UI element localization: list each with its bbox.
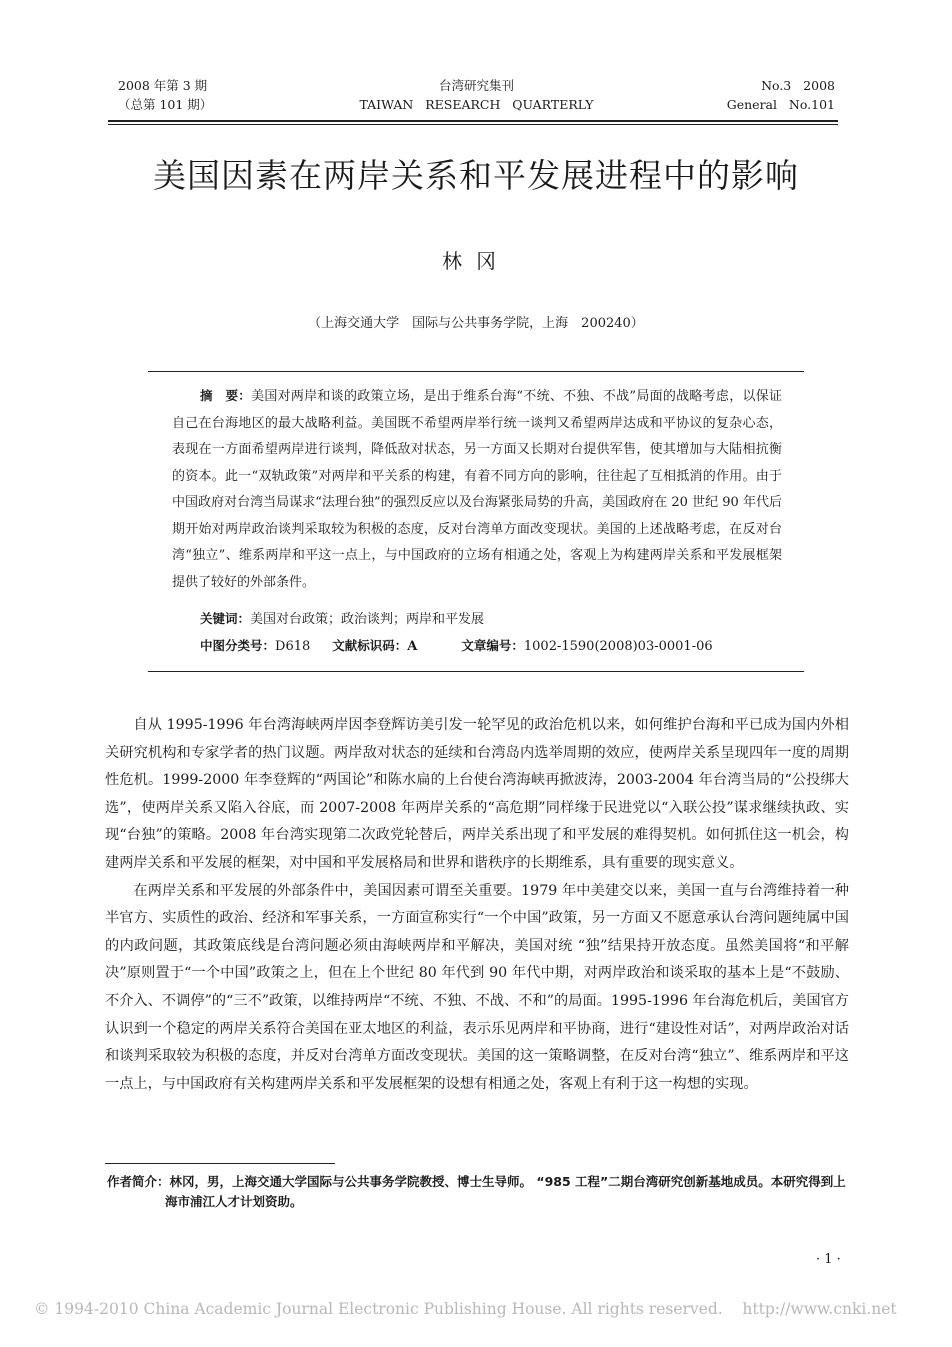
abstract-text: 美国对两岸和谈的政策立场，是出于维系台海“不统、不独、不战”局面的战略考虑，以保证自己在台海地区的最大战略利益。美国既不希望两岸举行统一谈判又希望两岸达成和平协议的复杂心态，表现在一方面希望两岸进行谈判，降低敌对状态，另一方面又长期对台提供军售，使其增加与大陆相抗衡的资本。此一“双轨政策”对两岸和平关系的构建，有着不同方向的影响，往往起了互相抵消的作用。由于中国政府对台湾当局谋求“法理台独”的强烈反应以及台海紧张局势的升高，美国政府在 20 世纪 90 年代后期开始对两岸政治谈判采取较为积极的态度，反对台湾单方面改变现状。美国的上述战略考虑，在反对台湾“独立”、维系两岸和平这一点上，与中国政府的立场有相通之处，客观上为构建两岸关系和平发展框架提供了较好的外部条件。 <box>172 389 782 590</box>
keywords-label: 关键词： <box>200 611 251 626</box>
issue-number-en: No.3 2008 <box>761 78 835 93</box>
journal-header <box>118 76 835 120</box>
journal-name-cn: 台湾研究集刊 <box>438 78 514 93</box>
article-author: 林冈 <box>442 249 510 273</box>
journal-name-en: TAIWAN RESEARCH QUARTERLY <box>359 97 594 112</box>
header-rule-thin <box>108 124 838 125</box>
keywords-text: 美国对台政策；政治谈判；两岸和平发展 <box>250 612 485 627</box>
copyright-watermark: © 1994-2010 China Academic Journal Electronic Publishing House. All rights reserved. http://www.cnki.net <box>34 1300 897 1318</box>
article-title: 美国因素在两岸关系和平发展进程中的影响 <box>153 156 799 195</box>
footnote-text: 作者简介：林冈，男，上海交通大学国际与公共事务学院教授、博士生导师。 “985 工程”二期台湾研究创新基地成员。本研究得到上海市浦江人才计划资助。 <box>107 1174 846 1209</box>
abstract <box>172 383 782 596</box>
author-affiliation: （上海交通大学 国际与公共事务学院，上海 200240） <box>308 316 644 331</box>
article-body <box>105 712 849 1098</box>
issue-info-en <box>727 76 835 114</box>
keywords <box>200 606 484 633</box>
author-footnote <box>107 1172 849 1212</box>
abstract-bottom-rule <box>148 671 804 672</box>
doc-code-label: 文献标识码： <box>332 638 408 653</box>
abstract-top-rule <box>148 371 804 372</box>
issue-general-en: General No.101 <box>726 97 835 112</box>
issue-year: 2008 年第 3 期 <box>118 78 208 93</box>
clc-value: D618 <box>275 639 311 654</box>
body-paragraph: 在两岸关系和平发展的外部条件中，美国因素可谓至关重要。1979 年中美建交以来，美国一直与台湾维持着一种半官方、实质性的政治、经济和军事关系，一方面宣称实行“一个中国”政策，另一方面又不愿意承认台湾问题纯属中国的内政问题，其政策底线是台湾问题必须由海峡两岸和平解决，美国对统 “独”结果持开放态度。虽然美国将“和平解决”原则置于“一个中国”政策之上，但在上个世纪 80 年代到 90 年代中期，对两岸政治和谈采取的基本上是“不鼓励、不介入、不调停”的“三不”政策，以维持两岸“不统、不独、不战、不和”的局面。1995-1996 年台海危机后，美国官方认识到一个稳定的两岸关系符合美国在亚太地区的利益，表示乐见两岸和平协商，进行“建设性对话”，对两岸政治对话和谈判采取较为积极的态度，并反对台湾单方面改变现状。美国的这一策略调整，在反对台湾“独立”、维系两岸和平这一点上，与中国政府有关构建两岸关系和平发展框架的设想有相通之处，客观上有利于这一构想的实现。 <box>105 882 849 1092</box>
page-number: · 1 · <box>816 1252 841 1267</box>
article-id-label: 文章编号： <box>461 638 524 653</box>
body-paragraph: 自从 1995-1996 年台湾海峡两岸因李登辉访美引发一轮罕见的政治危机以来，如何维护台海和平已成为国内外相关研究机构和专家学者的热门议题。两岸敌对状态的延续和台湾岛内选举周期的效应，使两岸关系呈现四年一度的周期性危机。1999-2000 年李登辉的“两国论”和陈水扁的上台使台湾海峡再掀波涛，2003-2004 年台湾当局的“公投绑大选”，使两岸关系又陷入谷底，而 2007-2008 年两岸关系的“高危期”同样缘于民进党以“入联公投”谋求继续执政、实现“台独”的策略。2008 年台湾实现第二次政党轮替后，两岸关系出现了和平发展的难得契机。如何抓住这一机会，构建两岸关系和平发展的框架，对中国和平发展格局和世界和谐秩序的长期维系，具有重要的现实意义。 <box>105 717 849 871</box>
abstract-label: 摘 要： <box>200 388 252 403</box>
header-rule <box>108 120 838 122</box>
doc-code-value: A <box>407 639 418 654</box>
classification <box>200 633 713 660</box>
footnote-rule <box>105 1163 335 1164</box>
issue-total: （总第 101 期） <box>118 97 213 112</box>
clc-label: 中图分类号： <box>200 638 276 653</box>
article-id-value: 1002-1590(2008)03-0001-06 <box>523 639 713 654</box>
